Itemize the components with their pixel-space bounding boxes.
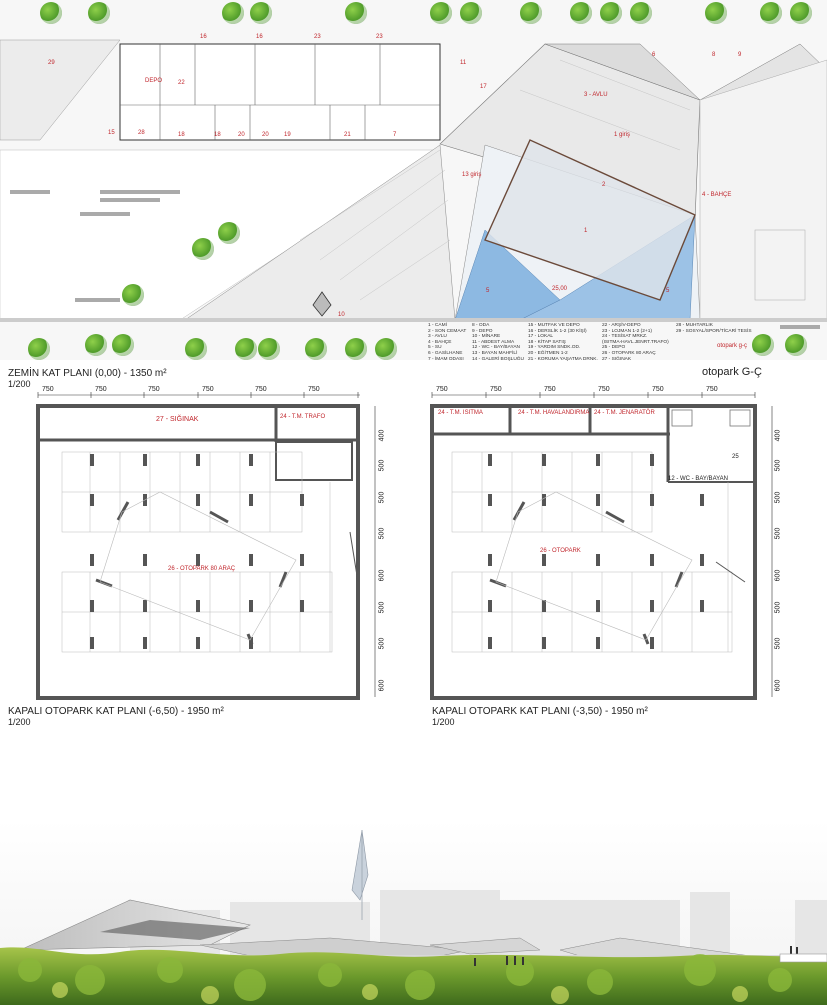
legend-item: 28 - MUHTARLIK [676,323,713,328]
tree-icon [222,2,244,24]
room-16a: 16 [200,34,207,40]
dim-top: 750 [544,386,556,393]
legend-col-3 [528,323,598,362]
tree-icon [185,338,207,360]
legend-item: 1 - CAMİ [428,323,447,328]
legend-item: 5 - SU [428,345,442,351]
dim-side: 600 [774,569,782,582]
room-trafo: 24 - T.M. TRAFO [280,414,326,420]
legend-item: 10 - MİNARE [472,334,501,340]
room-tm-isitma: 24 - T.M. ISITMA [438,410,483,416]
room-25: 25 [732,454,739,460]
tree-icon [760,2,782,24]
parking-left-drawing [0,382,410,712]
legend-item: 25 - DEPO [602,345,626,351]
tree-icon [630,2,652,24]
room-siginak: 27 - SIĞINAK [156,416,199,423]
tree-icon [85,334,107,356]
dim-side: 400 [378,429,386,442]
dim-top: 750 [436,386,448,393]
tree-icon [705,2,727,24]
legend-item: 23 - LOJMAN 1-2 (2+1) [602,328,652,334]
legend-item: 9 - DEPO [472,328,493,334]
room-6: 6 [652,52,656,58]
otopark-gc-label: otopark G-Ç [702,366,762,378]
dim-side: 600 [378,679,386,692]
site-drawing [0,0,827,360]
dim-top: 750 [148,386,160,393]
dim-top: 750 [706,386,718,393]
dim-top: 750 [202,386,214,393]
room-16b: 16 [256,34,263,40]
dim-top: 750 [598,386,610,393]
room-wc: 12 - WC - BAY/BAYAN [668,476,729,482]
room-18b: 18 [214,132,221,138]
legend-item: 15 - MUTFAK VE DEPO [528,323,580,328]
room-otopark-80: 26 - OTOPARK 80 ARAÇ [168,566,236,572]
tree-icon [40,2,62,24]
room-28: 28 [138,130,145,136]
room-15: 15 [108,130,115,136]
room-22: 22 [178,80,185,86]
legend-item: 11 - ABDEST ALMA [472,339,515,345]
tree-icon [430,2,452,24]
legend-item: 22 - ARŞİV-DEPO [602,323,641,328]
dim-top: 750 [95,386,107,393]
room-17: 17 [480,84,487,90]
tree-icon [122,284,144,306]
legend-col-1 [428,323,466,362]
room-1: 1 [584,228,588,234]
room-23b: 23 [376,34,383,40]
parking-right-title: KAPALI OTOPARK KAT PLANI (-3,50) - 1950 m² [432,706,648,717]
dim-side: 500 [378,527,386,540]
room-20b: 20 [262,132,269,138]
tree-icon [570,2,592,24]
room-1-giris: 1 giriş [614,132,631,138]
ground-floor-plan [0,0,827,360]
legend-item: 16 - DERSLİK 1-2 (30 KİŞİ) [528,328,587,334]
parking-plan-right [410,382,827,712]
dim-side: 600 [378,569,386,582]
legend-col-2 [472,323,524,362]
dim-top: 750 [42,386,54,393]
tree-icon [785,334,807,356]
ground-floor-title: ZEMİN KAT PLANI (0,00) - 1350 m² [8,368,167,379]
dim-top: 750 [308,386,320,393]
tree-icon [112,334,134,356]
tree-icon [250,2,272,24]
legend-item: 13 - BAYAN MAHFİLİ [472,350,518,356]
room-9: 9 [738,52,742,58]
room-13-giris: 13 giriş [462,172,482,178]
dim-side: 500 [774,601,782,614]
legend-item: 20 - EĞİTMEN 1-2 [528,350,568,356]
parking-right-drawing [410,382,827,712]
legend-item: 7 - İMAM ODASI [428,356,464,362]
room-otopark: 26 - OTOPARK [540,548,581,554]
tree-icon [790,2,812,24]
legend-item: (ISITMA-HAVL.JENRT.TRAFO) [602,339,669,345]
dim-side: 500 [378,459,386,472]
dim-side: 500 [774,459,782,472]
tree-icon [520,2,542,24]
room-2: 2 [602,182,606,188]
elevation-drawing [0,820,827,1005]
room-11: 11 [460,60,467,66]
dim-side: 500 [378,601,386,614]
parking-plan-left [0,382,410,712]
legend-item: 27 - SIĞINAK [602,356,632,362]
tree-icon [218,222,240,244]
tree-icon [28,338,50,360]
legend-item: 14 - GALERİ BOŞLUĞU [472,356,524,362]
legend-item: 4 - BAHÇE [428,339,452,345]
dim-side: 500 [774,637,782,650]
legend-item: 2 - SON CEMAAT [428,328,467,334]
room-4-bahce: 4 - BAHÇE [702,192,732,198]
legend-item: 18 - KİTAP SATIŞ [528,339,566,345]
tree-icon [258,338,280,360]
legend-item: 26 - OTOPARK 80 ARAÇ [602,350,656,356]
room-19: 19 [284,132,291,138]
legend-item: 21 - KORUMA YAŞATMA DRNK. [528,356,598,362]
room-20a: 20 [238,132,245,138]
room-21: 21 [344,132,351,138]
elevation-render [0,820,827,1005]
legend-item: 17 - LOKAL [528,334,554,340]
room-tm-jenarator: 24 - T.M. JENARATÖR [594,410,655,416]
dim-side: 500 [378,491,386,504]
legend-item: 19 - YARDIM SNDK.OD. [528,345,581,351]
ground-floor-scale: 1/200 [8,379,31,389]
dim-side: 500 [774,527,782,540]
tree-icon [345,2,367,24]
dimension-25: 25,00 [552,286,568,292]
parking-left-title: KAPALI OTOPARK KAT PLANI (-6,50) - 1950 m² [8,706,224,717]
dim-side: 500 [774,491,782,504]
dim-top: 750 [255,386,267,393]
dim-side: 600 [774,679,782,692]
legend-col-4 [602,323,669,362]
tree-icon [600,2,622,24]
tree-icon [375,338,397,360]
room-7: 7 [393,132,397,138]
legend-item: 29 - SOSYAL/SPOR/TİCARİ TESİS [676,328,752,334]
legend-item: 12 - WC - BAY/BAYAN [472,345,520,351]
legend-item: 3 - AVLU [428,334,447,340]
room-8: 8 [712,52,716,58]
legend-item: 24 - TESİSAT MRKZ. [602,334,648,340]
room-18a: 18 [178,132,185,138]
legend-col-5 [676,323,752,334]
room-tm-havalandirma: 24 - T.M. HAVALANDIRMA [518,410,590,416]
dim-top: 750 [652,386,664,393]
tree-icon [88,2,110,24]
room-depo: DEPO [145,78,163,84]
room-10: 10 [338,312,345,318]
room-5a: 5 [486,288,490,294]
parking-right-scale: 1/200 [432,717,455,727]
tree-icon [305,338,327,360]
tree-icon [460,2,482,24]
tree-icon [345,338,367,360]
tree-icon [752,334,774,356]
tree-icon [235,338,257,360]
room-5b: 5 [666,288,670,294]
dim-top: 750 [490,386,502,393]
otopark-label: otopark g-ç [717,343,748,349]
room-29: 29 [48,60,55,66]
legend-item: 8 - ODA [472,323,490,328]
parking-left-scale: 1/200 [8,717,31,727]
tree-icon [192,238,214,260]
legend-item: 6 - GASİLHANE [428,350,463,356]
dim-side: 500 [378,637,386,650]
dim-side: 400 [774,429,782,442]
room-3-avlu: 3 - AVLU [584,92,608,98]
room-23a: 23 [314,34,321,40]
